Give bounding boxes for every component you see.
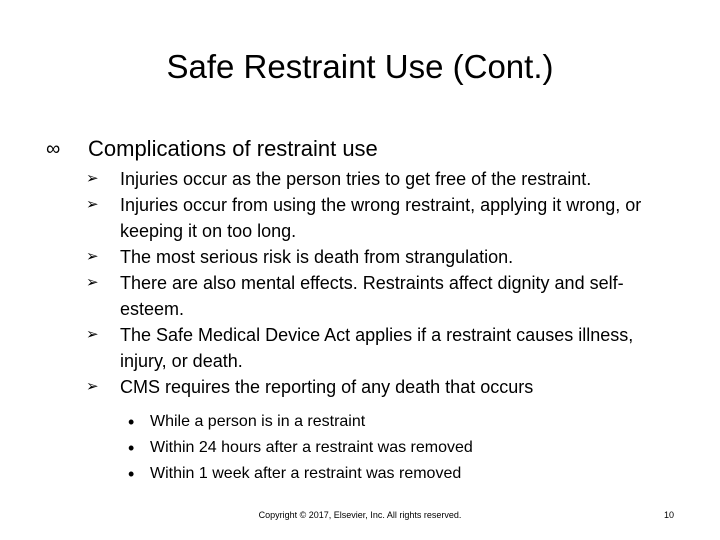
sub-bullet-text: Injuries occur as the person tries to get free of the restraint. xyxy=(120,169,592,189)
slide-title: Safe Restraint Use (Cont.) xyxy=(166,48,554,85)
sub-sub-bullet-text: Within 1 week after a restraint was removed xyxy=(150,465,462,482)
sub-sub-bullet-text: While a person is in a restraint xyxy=(150,413,366,430)
page-number: 10 xyxy=(664,510,675,520)
arrowhead-bullet-icon: ➢ xyxy=(86,326,99,343)
sub-bullet-text: There are also mental effects. Restraints affect dignity and self-esteem. xyxy=(120,273,624,319)
infinity-bullet-icon: ∞ xyxy=(46,138,61,160)
arrowhead-bullet-icon: ➢ xyxy=(86,196,99,213)
sub-bullet-list xyxy=(86,166,666,400)
sub-sub-bullet-text: Within 24 hours after a restraint was removed xyxy=(150,439,473,456)
sub-bullet xyxy=(86,244,666,270)
sub-bullet-text: CMS requires the reporting of any death that occurs xyxy=(120,377,534,397)
main-bullet-text: Complications of restraint use xyxy=(88,136,378,161)
dot-bullet-icon: • xyxy=(128,438,135,458)
sub-bullet xyxy=(86,166,666,192)
sub-sub-bullet xyxy=(128,409,628,435)
copyright-footer: Copyright © 2017, Elsevier, Inc. All rights reserved. xyxy=(258,510,462,520)
sub-bullet xyxy=(86,322,666,374)
dot-bullet-icon: • xyxy=(128,412,135,432)
sub-sub-bullet xyxy=(128,435,628,461)
sub-bullet-text: The Safe Medical Device Act applies if a restraint causes illness, injury, or death. xyxy=(120,325,634,371)
main-bullet xyxy=(46,134,686,164)
sub-bullet xyxy=(86,270,666,322)
sub-bullet-text: The most serious risk is death from strangulation. xyxy=(120,247,514,267)
sub-bullet-text: Injuries occur from using the wrong restraint, applying it wrong, or keeping it on too long. xyxy=(120,195,642,241)
sub-sub-bullet-list xyxy=(128,409,628,487)
arrowhead-bullet-icon: ➢ xyxy=(86,170,99,187)
sub-sub-bullet xyxy=(128,461,628,487)
sub-bullet xyxy=(86,192,666,244)
arrowhead-bullet-icon: ➢ xyxy=(86,274,99,291)
dot-bullet-icon: • xyxy=(128,464,135,484)
sub-bullet xyxy=(86,374,666,400)
arrowhead-bullet-icon: ➢ xyxy=(86,378,99,395)
arrowhead-bullet-icon: ➢ xyxy=(86,248,99,265)
